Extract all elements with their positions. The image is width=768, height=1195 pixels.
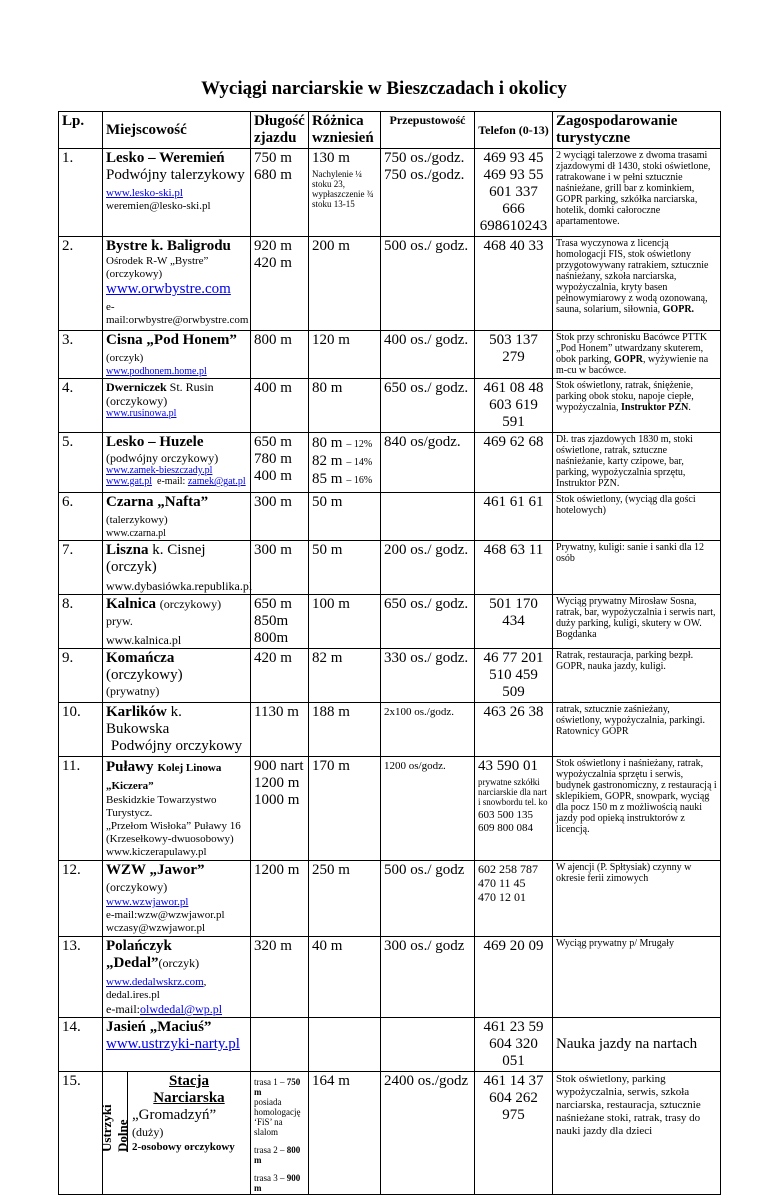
lift-type: (orczyk)	[106, 352, 144, 364]
row-phone: 503 137 279	[475, 331, 553, 379]
row-length: 420 m	[251, 649, 309, 703]
row-capacity: 650 os./ godz.	[381, 379, 475, 433]
lift-type: k. Cisnej (orczyk)	[106, 542, 206, 575]
row-diff: 130 m Nachylenie ¼ stoku 23, wypłaszczenie ¾ stoku 13-15	[309, 149, 381, 237]
row-length	[251, 1018, 309, 1072]
row-capacity: 750 os./godz. 750 os./godz.	[381, 149, 475, 237]
email: e-mail:wzw@wzwjawor.pl	[106, 909, 225, 921]
row-length: trasa 1 – 750 m posiada homologację ‘FiS’ na slalom trasa 2 – 800 m trasa 3 – 900 m	[251, 1072, 309, 1195]
row-lp: 11.	[59, 757, 103, 861]
row-diff: 50 m	[309, 493, 381, 541]
row-diff: 164 m	[309, 1072, 381, 1195]
row-lp: 9.	[59, 649, 103, 703]
row-phone: 463 26 38	[475, 703, 553, 757]
row-length: 400 m	[251, 379, 309, 433]
row-phone: 461 08 48 603 619 591	[475, 379, 553, 433]
table-row	[59, 493, 721, 541]
website-text: www.czarna.pl	[106, 528, 166, 539]
row-infra: Dł. tras zjazdowych 1830 m, stoki oświetlone, ratrak, sztuczne naśnieżanie, karty czipowe, bar, parking, wypożyczalnia sprzętu, Instruktor PZN.	[553, 433, 721, 493]
place-name: Liszna	[106, 542, 149, 558]
row-phone: 469 20 09	[475, 937, 553, 1018]
email: weremien@lesko-ski.pl	[106, 200, 211, 212]
row-lp: 7.	[59, 541, 103, 595]
row-capacity: 500 os./ godz.	[381, 237, 475, 331]
row-length: 300 m	[251, 541, 309, 595]
row-phone: 469 62 68	[475, 433, 553, 493]
lift-type: Podwójny talerzykowy	[106, 167, 245, 183]
header-place: Miejscowość	[103, 112, 251, 149]
table-row	[59, 937, 721, 1018]
row-capacity: 400 os./ godz.	[381, 331, 475, 379]
table-row	[59, 861, 721, 937]
row-lp: 12.	[59, 861, 103, 937]
lift-type: (orczykowy)	[106, 880, 168, 894]
row-length: 1200 m	[251, 861, 309, 937]
row-capacity: 2400 os./godz	[381, 1072, 475, 1195]
table-row	[59, 433, 721, 493]
row-place	[103, 861, 251, 937]
row-diff: 40 m	[309, 937, 381, 1018]
station-name: „Gromadzyń”	[132, 1107, 217, 1123]
row-phone: 602 258 787 470 11 45 470 12 01	[475, 861, 553, 937]
header-diff: Różnica wzniesień	[309, 112, 381, 149]
row-capacity	[381, 493, 475, 541]
website-text: www.dybasiówka.republika.pl	[106, 579, 253, 593]
table-row	[59, 237, 721, 331]
row-phone: 469 93 45 469 93 55 601 337 666 698610243	[475, 149, 553, 237]
table-row	[59, 331, 721, 379]
row-lp: 2.	[59, 237, 103, 331]
header-infra: Zagospodarowanie turystyczne	[553, 112, 721, 149]
table-row	[59, 649, 721, 703]
row-length: 320 m	[251, 937, 309, 1018]
row-infra: Ratrak, restauracja, parking bezpł. GOPR, nauka jazdy, kuligi.	[553, 649, 721, 703]
lift-size: (duży)	[132, 1125, 164, 1139]
row-phone: 501 170 434	[475, 595, 553, 649]
place-name: Bystre k. Baligrodu	[106, 238, 231, 254]
row-lp: 4.	[59, 379, 103, 433]
place-name: Jasień „Maciuś”	[106, 1019, 212, 1035]
row-capacity: 300 os./ godz	[381, 937, 475, 1018]
row-place	[99, 1072, 251, 1195]
row-diff: 170 m	[309, 757, 381, 861]
table-header	[59, 112, 721, 149]
lift-type: (orczyk)	[158, 956, 200, 970]
email-2: wczasy@wzwjawor.pl	[106, 922, 206, 934]
website-link-2[interactable]: www.gat.pl	[106, 476, 153, 487]
row-diff: 120 m	[309, 331, 381, 379]
page-title: Wyciągi narciarskie w Bieszczadach i okolicy	[201, 78, 567, 99]
website-link[interactable]: www.wzwjawor.pl	[106, 896, 189, 908]
header-lp: Lp.	[59, 112, 103, 149]
row-infra: Stok przy schronisku Bacówce PTTK „Pod Honem” utwardzany skuterem, obok parking, GOPR, wyżywienie na m-cu w bacówce.	[553, 331, 721, 379]
row-diff: 50 m	[309, 541, 381, 595]
lift-type: Podwójny orczykowy	[110, 738, 243, 754]
row-lp: 1.	[59, 149, 103, 237]
table-row	[59, 1072, 721, 1195]
row-capacity: 840 os/godz.	[381, 433, 475, 493]
row-infra: Nauka jazdy na nartach	[553, 1018, 721, 1072]
header-capacity: Przepustowość	[381, 112, 475, 149]
website-link[interactable]: www.ustrzyki-narty.pl	[106, 1036, 240, 1052]
lift-owner: (prywatny)	[106, 684, 160, 698]
lift-type: 2-osobowy orczykowy	[132, 1141, 235, 1153]
table-row	[59, 1018, 721, 1072]
website-link[interactable]: www.rusinowa.pl	[106, 408, 177, 419]
row-lp: 14.	[59, 1018, 103, 1072]
table-row	[59, 149, 721, 237]
place-name: WZW „Jawor”	[106, 862, 205, 878]
website-text: www.kiczerapulawy.pl	[106, 846, 207, 858]
table-row	[59, 379, 721, 433]
website-link[interactable]: www.podhonem.home.pl	[106, 366, 207, 377]
lift-type: St. Rusin (orczykowy)	[106, 380, 214, 408]
place-name: Puławy	[106, 759, 154, 775]
website-link[interactable]: www.lesko-ski.pl	[106, 187, 183, 199]
row-infra: Wyciąg prywatny Mirosław Sosna, ratrak, bar, wypożyczalnia i serwis nart, duży parking, kuligi, skutery w OW. Bogdanka	[553, 595, 721, 649]
lift-type: (orczykowy) pryw.	[106, 597, 222, 628]
row-place	[103, 331, 251, 379]
row-capacity: 2x100 os./godz.	[381, 703, 475, 757]
row-capacity: 500 os./ godz	[381, 861, 475, 937]
row-place	[103, 493, 251, 541]
table-row	[59, 595, 721, 649]
row-infra: Trasa wyczynowa z licencją homologacji FIS, stok oświetlony przygotowywany ratrakiem, sztucznie naśnieżany, szkoła narciarska, wypożyczalnia, kryty basen pełnowymiarowy z wodą ozonowaną, sauna, solarium, siłownia, GOPR.	[553, 237, 721, 331]
table-row	[59, 541, 721, 595]
row-infra: Stok oświetlony, (wyciąg dla gości hotelowych)	[553, 493, 721, 541]
row-capacity: 1200 os/godz.	[381, 757, 475, 861]
row-place: Lesko – Huzele (podwójny orczykowy) www.zamek-bieszczady.pl www.gat.pl e-mail: zamek@gat.pl	[103, 433, 251, 493]
place-name: Karlików	[106, 704, 167, 720]
website-text: www.kalnica.pl	[106, 633, 182, 647]
row-diff: 82 m	[309, 649, 381, 703]
row-phone: 468 40 33	[475, 237, 553, 331]
place-name: Cisna „Pod Honem”	[106, 332, 237, 348]
table-row	[59, 757, 721, 861]
place-name: Komańcza	[106, 650, 175, 666]
row-place: Polańczyk „Dedal”(orczyk) www.dedalwskrz.com, dedal.ires.pl e-mail:olwdedal@wp.pl	[103, 937, 251, 1018]
place-name: Lesko – Weremień	[106, 150, 225, 166]
row-infra: Stok oświetlony i naśnieżany, ratrak, wypożyczalnia sprzętu i serwis, budynek gastronomiczny, z restauracją i sklepikiem, GOPR, snowpark, wyciąg dla pocz 150 m z możliwością nauki jazdy pod opieką instruktorów z licencją.	[553, 757, 721, 861]
row-phone: 461 14 37 604 262 975	[475, 1072, 553, 1195]
place-name: Stacja Narciarska	[153, 1073, 225, 1106]
lift-type: (talerzykowy)	[106, 514, 168, 526]
row-diff: 188 m	[309, 703, 381, 757]
place-name: Lesko – Huzele	[106, 434, 204, 450]
place-name: Dwerniczek	[106, 380, 167, 394]
row-infra: ratrak, sztucznie zaśnieżany, oświetlony, wypożyczalnia, parkingi. Ratownicy GOPR	[553, 703, 721, 757]
row-capacity	[381, 1018, 475, 1072]
row-infra: Stok oświetlony, parking wypożyczalnia, serwis, szkoła narciarska, restauracja, sztucznie naśnieżane stoki, ratrak, trasy do nauki jazdy dla dzieci	[553, 1072, 721, 1195]
row-lp: 15.	[59, 1072, 103, 1195]
row-lp: 3.	[59, 331, 103, 379]
row-diff: 100 m	[309, 595, 381, 649]
row-infra: W ajencji (P. Spłtysiak) czynny w okresie ferii zimowych	[553, 861, 721, 937]
row-place	[103, 237, 251, 331]
header-phone: Telefon (0-13)	[475, 112, 553, 149]
row-capacity: 330 os./ godz.	[381, 649, 475, 703]
row-diff: 80 m	[309, 379, 381, 433]
row-lp: 13.	[59, 937, 103, 1018]
lift-type: (orczykowy)	[106, 667, 183, 683]
row-place	[103, 649, 251, 703]
email: e-mail:orwbystre@orwbystre.com	[106, 301, 249, 326]
row-phone: 43 590 01 prywatne szkółki narciarskie dla nart i snowbordu tel. ko 603 500 135 609 800 084	[475, 757, 553, 861]
row-place	[103, 541, 251, 595]
row-capacity: 200 os./ godz.	[381, 541, 475, 595]
row-infra: Stok oświetlony, ratrak, śniężenie, parking obok stoku, napoje ciepłe, wypożyczalnia, Instruktor PZN.	[553, 379, 721, 433]
row-lp: 6.	[59, 493, 103, 541]
row-phone: 468 63 11	[475, 541, 553, 595]
row-length: 750 m 680 m	[251, 149, 309, 237]
place-name: Kalnica	[106, 596, 157, 612]
row-length: 920 m 420 m	[251, 237, 309, 331]
row-place	[103, 703, 251, 757]
row-place	[103, 1018, 251, 1072]
row-place	[103, 379, 251, 433]
row-lp: 5.	[59, 433, 103, 493]
row-phone: 461 23 59 604 320 051	[475, 1018, 553, 1072]
header-length: Długość zjazdu	[251, 112, 309, 149]
website-link[interactable]: www.orwbystre.com	[106, 281, 231, 297]
town-label: Ustrzyki Dolne	[99, 1104, 130, 1152]
place-name: Polańczyk „Dedal”	[106, 938, 172, 971]
email-link[interactable]: zamek@gat.pl	[187, 476, 246, 487]
row-length: 300 m	[251, 493, 309, 541]
row-phone: 46 77 201 510 459 509	[475, 649, 553, 703]
row-place: Puławy Kolej Linowa „Kiczera” Beskidzkie Towarzystwo Turystycz. „Przełom Wisłoka” Puławy 16 (Krzesełkowy-dwuosobowy) www.kiczerapulawy.pl	[103, 757, 251, 861]
lift-location: k. Bukowska	[106, 704, 182, 737]
row-diff: 250 m	[309, 861, 381, 937]
lift-type: Kolej Linowa „Kiczera”	[106, 762, 222, 792]
lift-type: Ośrodek R-W „Bystre” (orczykowy)	[106, 255, 209, 280]
row-place	[103, 595, 251, 649]
row-infra: Wyciąg prywatny p/ Mrugały	[553, 937, 721, 1018]
row-length: 650 m 850m 800m	[251, 595, 309, 649]
row-diff: 80 m – 12% 82 m – 14% 85 m – 16%	[309, 433, 381, 493]
website-link[interactable]: www.dedalwskrz.com	[106, 976, 204, 988]
row-length: 900 nart 1200 m 1000 m	[251, 757, 309, 861]
row-diff: 200 m	[309, 237, 381, 331]
row-infra: Prywatny, kuligi: sanie i sanki dla 12 osób	[553, 541, 721, 595]
row-lp: 10.	[59, 703, 103, 757]
row-infra: 2 wyciągi talerzowe z dwoma trasami zjazdowymi dł 1430, stoki oświetlone, ratrakowane i w pełni sztucznie naśnieżane, grill bar z kominkiem, GOPR parking, szkółka narciarska, hotelik, domki całoroczne apartamentowe.	[553, 149, 721, 237]
row-length: 800 m	[251, 331, 309, 379]
lift-type: (podwójny orczykowy)	[106, 451, 219, 465]
table-row	[59, 703, 721, 757]
row-length: 650 m 780 m 400 m	[251, 433, 309, 493]
website-link[interactable]: www.zamek-bieszczady.pl	[106, 465, 213, 476]
row-phone: 461 61 61	[475, 493, 553, 541]
row-lp: 8.	[59, 595, 103, 649]
row-place	[103, 149, 251, 237]
ski-lifts-table	[58, 111, 721, 1195]
email-link[interactable]: olwdedal@wp.pl	[139, 1002, 223, 1016]
row-capacity: 650 os./ godz.	[381, 595, 475, 649]
place-name: Czarna „Nafta”	[106, 494, 209, 510]
row-diff	[309, 1018, 381, 1072]
row-length: 1130 m	[251, 703, 309, 757]
